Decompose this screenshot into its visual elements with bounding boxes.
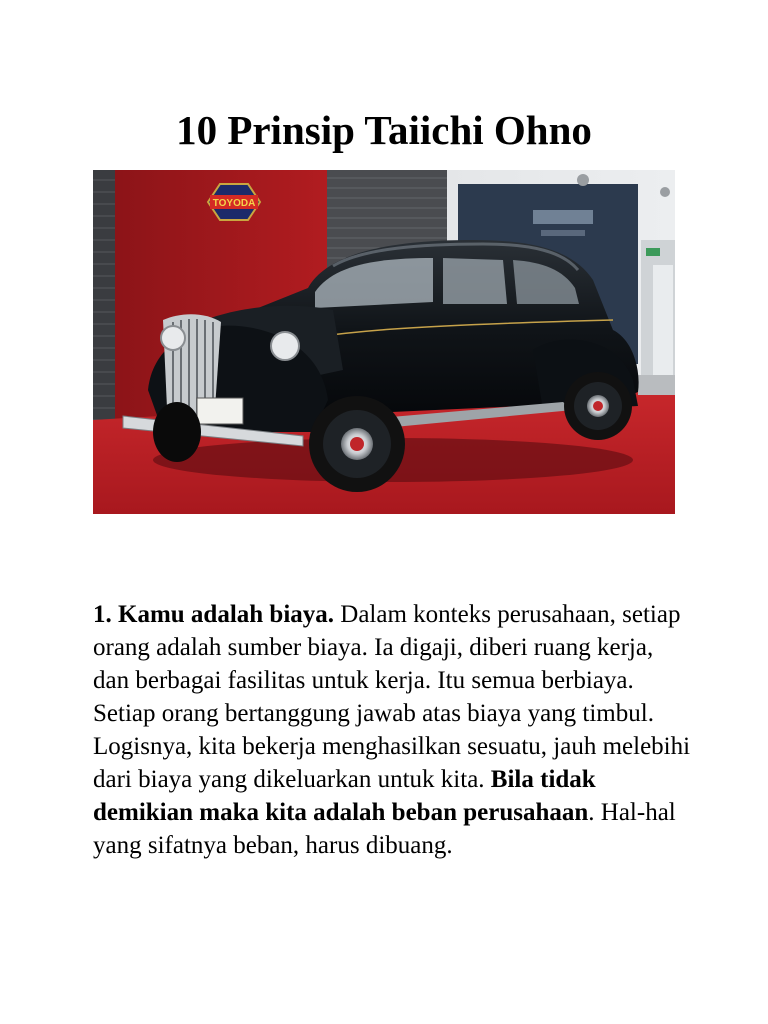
toyoda-sign xyxy=(208,184,260,220)
car-photo xyxy=(93,170,675,514)
principle-text-1: Dalam konteks perusahaan, setiap orang adalah sumber biaya. Ia digaji, diberi ruang kerja, dan berbagai fasilitas untuk kerja. Itu semua berbiaya. Setiap orang bertanggung jawab atas biaya yang timbul. Logisnya, kita bekerja menghasilkan sesuatu, jauh melebihi dari biaya yang dikeluarkan untuk kita. xyxy=(93,601,691,793)
principle-heading: 1. Kamu adalah biaya. xyxy=(93,601,335,628)
page-title: 10 Prinsip Taiichi Ohno xyxy=(176,107,592,153)
svg-text:TOYODA: TOYODA xyxy=(212,198,256,209)
principle-emphasis: Bila tidak demikian maka kita adalah beban perusahaan xyxy=(93,766,596,826)
principle-paragraph xyxy=(93,598,693,862)
principle-text-2: . Hal-hal yang sifatnya beban, harus dibuang. xyxy=(93,799,676,859)
